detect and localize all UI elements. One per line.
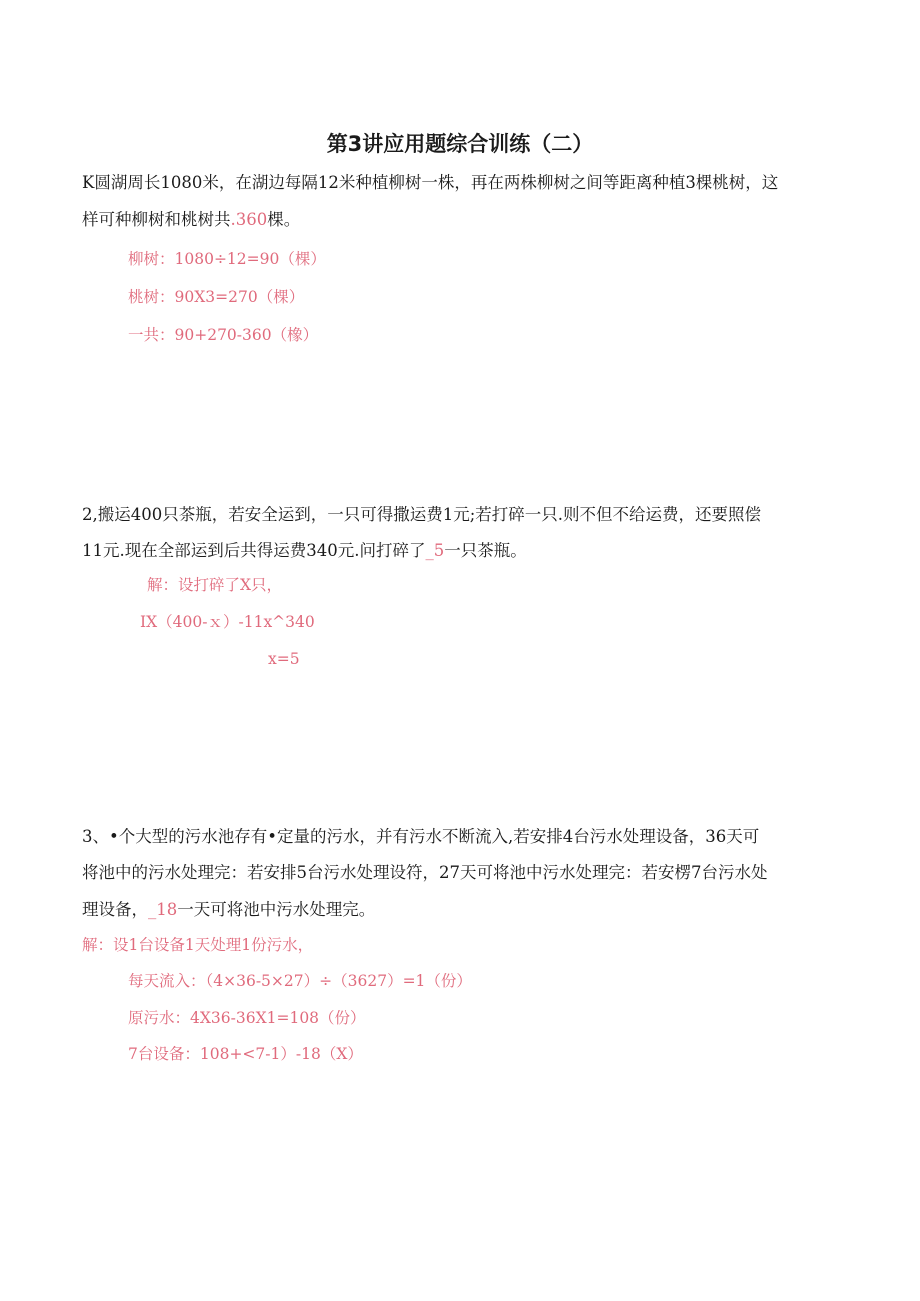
question-1-line-1: K圆湖周长1080米，在湖边每隔12米种植柳树一株，再在两株柳树之间等距离种植3棵桃树，这	[82, 173, 779, 192]
question-2-text: 11元.现在全部运到后共得运费340元.问打碎了	[82, 541, 426, 560]
answer-blank-3: _18	[148, 900, 178, 919]
solution-1-line-3: 一共：90+270-360（橡）	[128, 326, 319, 344]
question-3-text-end: 一天可将池中污水处理完。	[177, 900, 376, 919]
solution-1-line-2: 桃树：90X3=270（棵）	[128, 288, 305, 306]
question-2-text-end: 一只茶瓶。	[444, 541, 527, 560]
question-3-line-2: 将池中的污水处理完：若安排5台污水处理设符，27天可将池中污水处理完：若安楞7台污水处	[82, 863, 768, 882]
question-1-text: 样可种柳树和桃树共	[82, 210, 231, 229]
question-3-text: 理设备，	[82, 900, 148, 919]
solution-3-line-4: 7台设备：108+<7-1）-18（X）	[128, 1045, 363, 1063]
question-3-line-1: 3、•个大型的污水池存有•定量的污水，并有污水不断流入,若安排4台污水处理设备，36天可	[82, 827, 760, 846]
answer-blank-2: _5	[425, 541, 445, 560]
question-1-text-end: 棵。	[267, 210, 301, 229]
question-2-line-1: 2,搬运400只茶瓶，若安全运到，一只可得撒运费1元;若打碎一只.则不但不给运费，还要照偿	[82, 505, 762, 524]
answer-blank-1: .360	[230, 210, 268, 229]
solution-2-line-2: IX（400-ｘ）-11x^340	[140, 613, 315, 631]
solution-1-line-1: 柳树：1080÷12=90（棵）	[128, 250, 326, 268]
page-title: 第3讲应用题综合训练（二）	[326, 132, 594, 156]
question-2-line-2	[82, 540, 527, 562]
question-1-line-2	[82, 209, 300, 231]
solution-3-line-1: 解：设1台设备1天处理1份污水，	[82, 936, 314, 954]
solution-3-line-2: 每天流入：（4×36-5×27）÷（3627）=1（份）	[128, 972, 472, 990]
question-3-line-3	[82, 899, 375, 921]
solution-3-line-3: 原污水：4X36-36X1=108（份）	[128, 1009, 366, 1027]
solution-2-line-3: x=5	[268, 650, 300, 668]
solution-2-line-1: 解：设打碎了X只，	[147, 576, 283, 594]
